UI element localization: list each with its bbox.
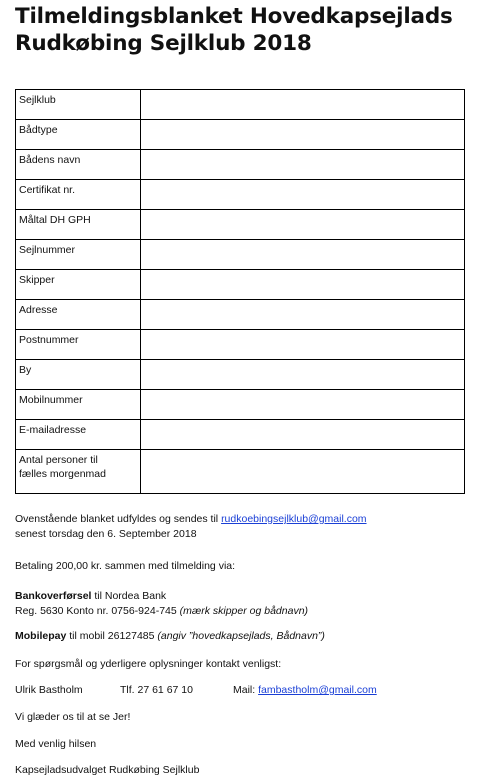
title-line-2: Rudkøbing Sejlklub 2018	[15, 31, 312, 56]
field-input-badtype[interactable]	[141, 120, 465, 150]
bank-text: til Nordea Bank	[91, 590, 167, 602]
mobilepay-label: Mobilepay	[15, 630, 67, 642]
field-input-sejlnummer[interactable]	[141, 240, 465, 270]
field-input-adresse[interactable]	[141, 300, 465, 330]
contact-mail-wrapper	[233, 683, 377, 698]
field-label-morgenmad	[16, 450, 141, 494]
field-input-email[interactable]	[141, 420, 465, 450]
closing-line: Vi glæder os til at se Jer!	[15, 711, 131, 723]
field-input-certifikat[interactable]	[141, 180, 465, 210]
bank-label: Bankoverførsel	[15, 590, 92, 602]
contact-mail-link[interactable]: fambastholm@gmail.com	[258, 684, 377, 696]
deadline-text: senest torsdag den 6. September 2018	[15, 528, 197, 540]
instructions-text: Ovenstående blanket udfyldes og sendes til	[15, 513, 222, 525]
instructions-paragraph	[15, 512, 367, 542]
morgenmad-label-line-2: fælles morgenmad	[19, 468, 106, 480]
field-label-adresse: Adresse	[16, 300, 141, 330]
field-label-maltal: Måltal DH GPH	[16, 210, 141, 240]
field-input-morgenmad[interactable]	[141, 450, 465, 494]
field-label-skipper: Skipper	[16, 270, 141, 300]
page-title	[15, 3, 453, 57]
payment-intro: Betaling 200,00 kr. sammen med tilmelding via:	[15, 560, 236, 572]
field-label-badens-navn: Bådens navn	[16, 150, 141, 180]
field-label-badtype: Bådtype	[16, 120, 141, 150]
greeting-line: Med venlig hilsen	[15, 738, 97, 750]
title-line-1: Tilmeldingsblanket Hovedkapsejlads	[15, 4, 453, 29]
mobilepay-text: til mobil 26127485	[66, 630, 158, 642]
field-input-skipper[interactable]	[141, 270, 465, 300]
field-label-email: E-mailadresse	[16, 420, 141, 450]
contact-intro: For spørgsmål og yderligere oplysninger kontakt venligst:	[15, 658, 282, 670]
field-input-postnummer[interactable]	[141, 330, 465, 360]
field-label-mobilnummer: Mobilnummer	[16, 390, 141, 420]
field-input-mobilnummer[interactable]	[141, 390, 465, 420]
field-input-badens-navn[interactable]	[141, 150, 465, 180]
field-label-sejlnummer: Sejlnummer	[16, 240, 141, 270]
bank-note: (mærk skipper og bådnavn)	[179, 605, 309, 617]
mobilepay-note: (angiv ”hovedkapsejlads, Bådnavn”)	[157, 630, 325, 642]
club-email-link[interactable]: rudkoebingsejlklub@gmail.com	[221, 513, 367, 525]
morgenmad-label-line-1: Antal personer til	[19, 454, 98, 466]
contact-phone: Tlf. 27 61 67 10	[120, 684, 193, 696]
field-input-sejlklub[interactable]	[141, 90, 465, 120]
contact-mail-label: Mail:	[233, 684, 259, 696]
bank-paragraph	[15, 589, 308, 619]
field-label-sejlklub: Sejlklub	[16, 90, 141, 120]
field-label-by: By	[16, 360, 141, 390]
signature-line: Kapsejladsudvalget Rudkøbing Sejlklub	[15, 764, 200, 776]
registration-form-table	[15, 89, 465, 494]
field-label-certifikat: Certifikat nr.	[16, 180, 141, 210]
field-input-maltal[interactable]	[141, 210, 465, 240]
contact-name: Ulrik Bastholm	[15, 684, 83, 696]
mobilepay-paragraph	[15, 629, 325, 644]
bank-reg-line: Reg. 5630 Konto nr. 0756-924-745	[15, 605, 180, 617]
field-input-by[interactable]	[141, 360, 465, 390]
field-label-postnummer: Postnummer	[16, 330, 141, 360]
contact-line	[15, 683, 465, 698]
